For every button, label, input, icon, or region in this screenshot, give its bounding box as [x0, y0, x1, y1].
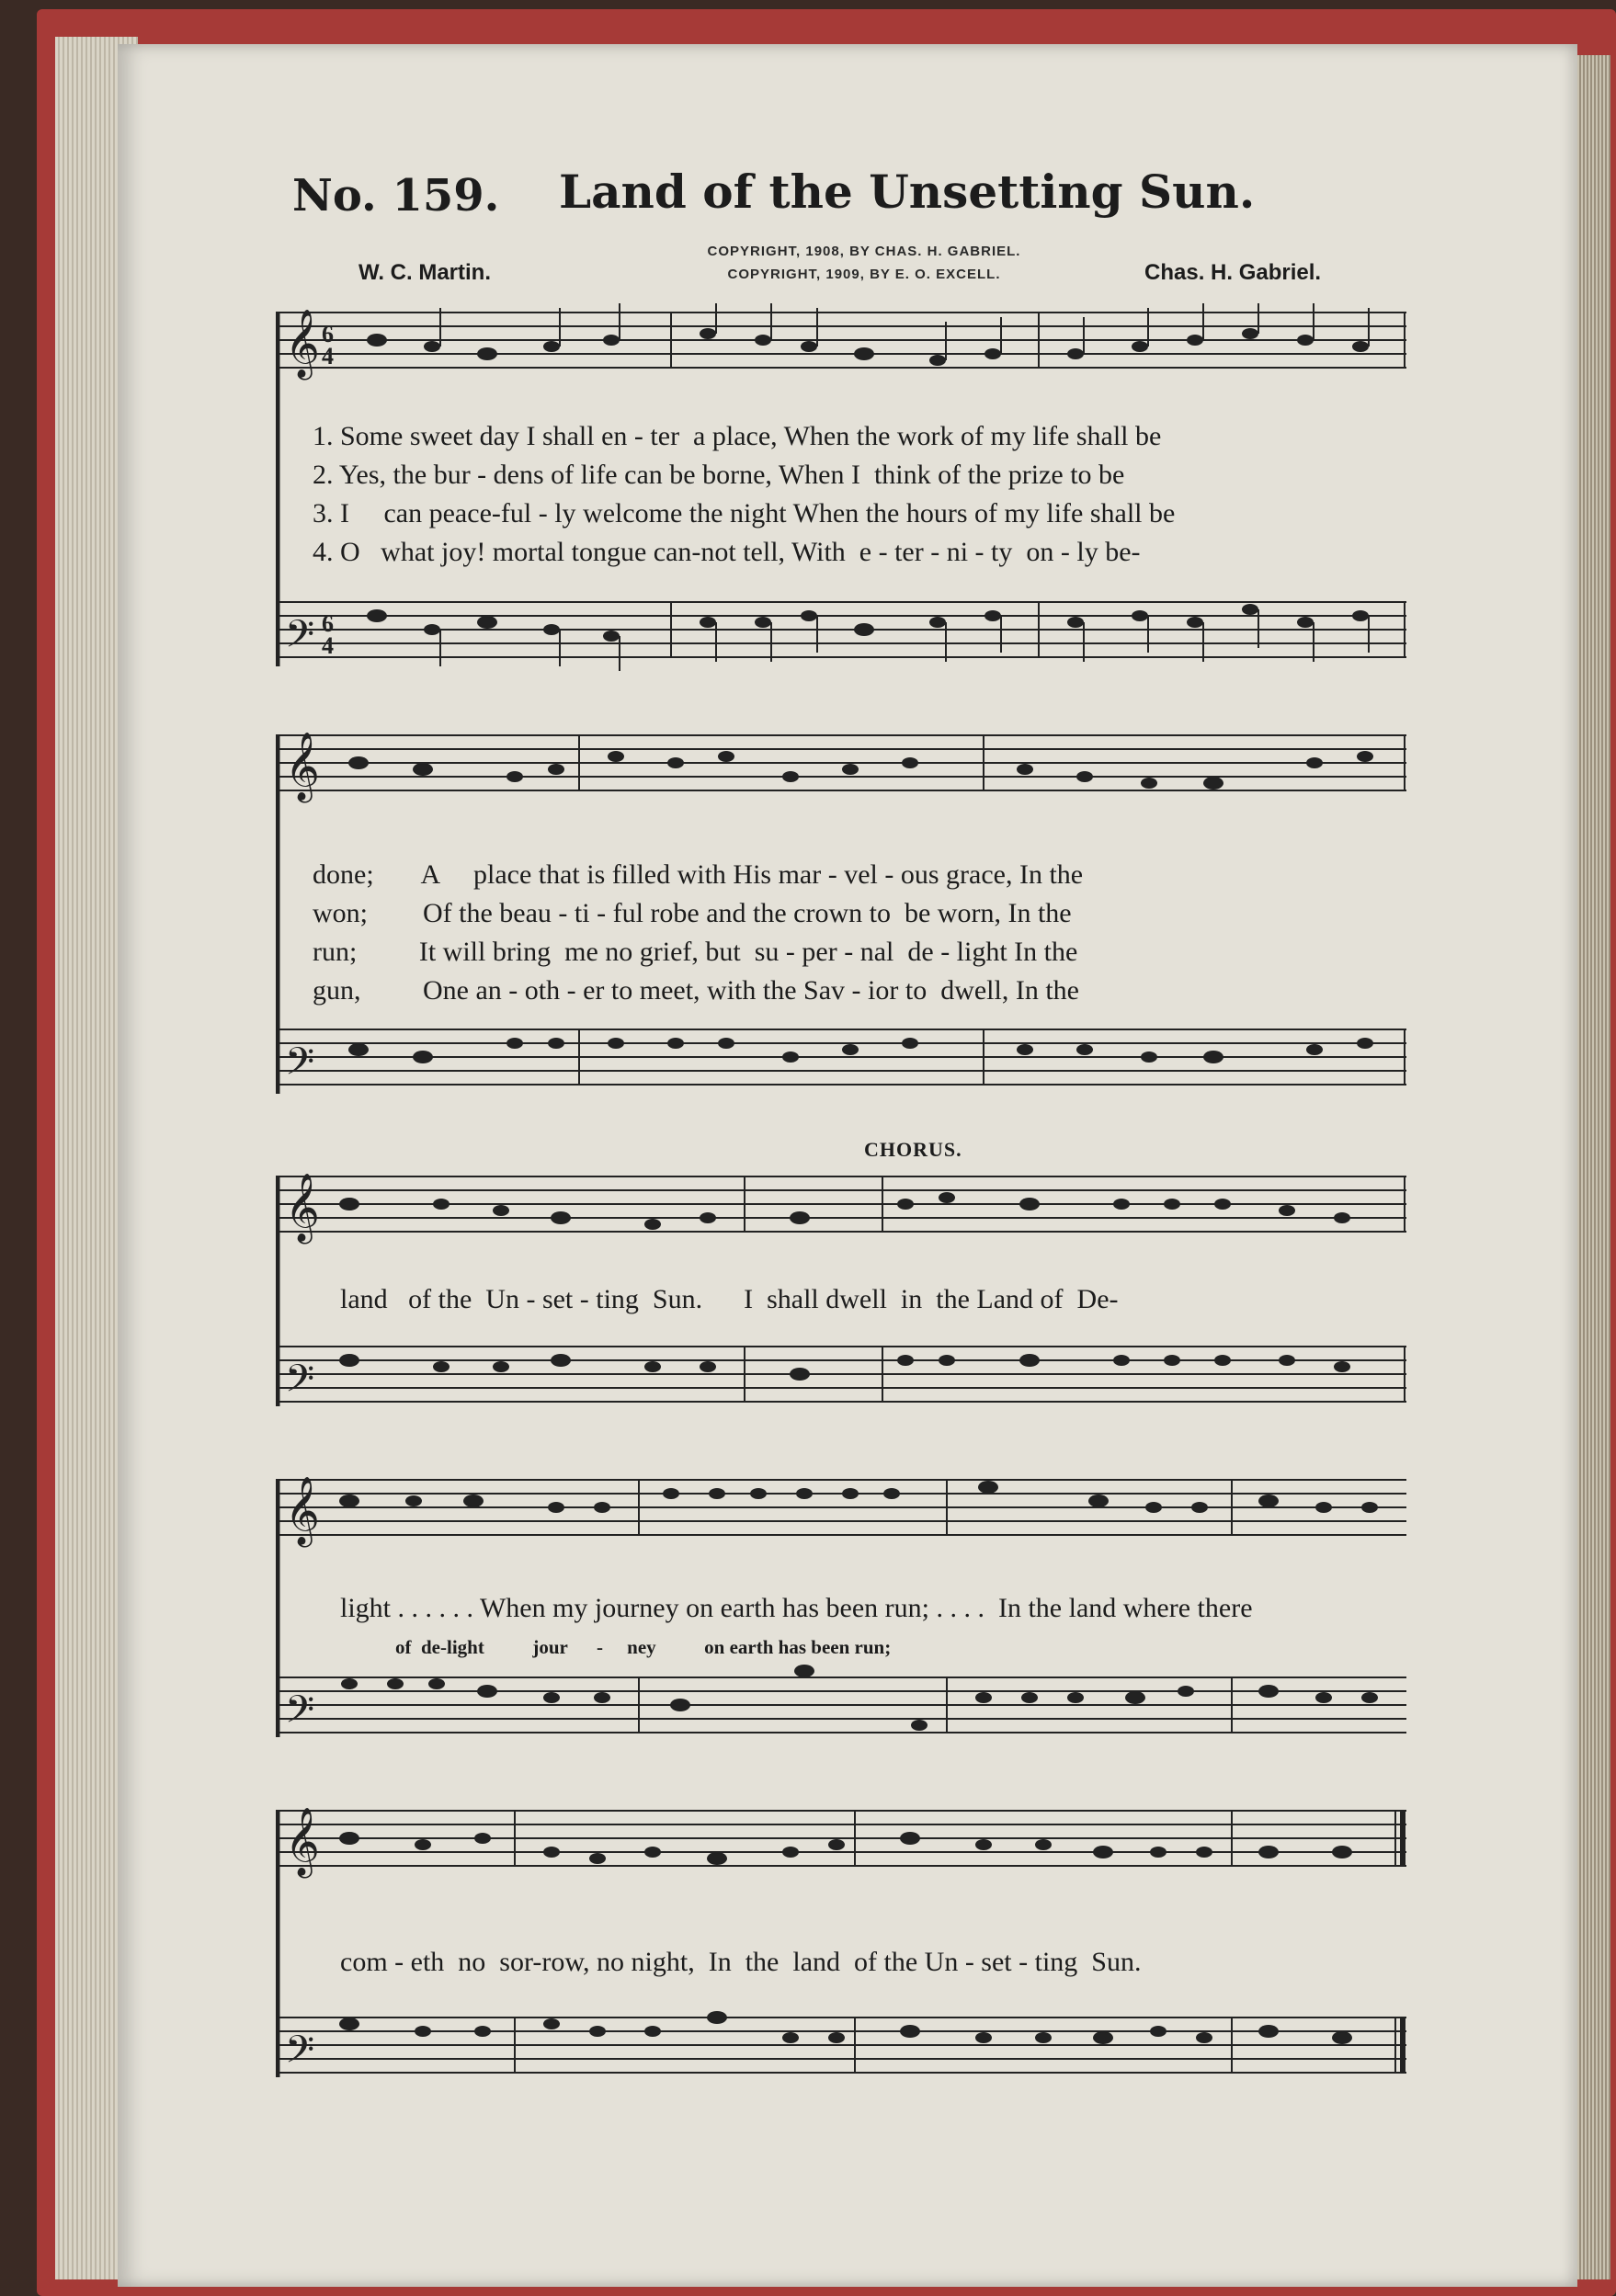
verse-4-line-2: gun, One an - oth - er to meet, with the Sav - ior to dwell, In the	[313, 975, 1079, 1006]
verse-3-line-2: run; It will bring me no grief, but su - per - nal de - light In the	[313, 937, 1078, 967]
composer: Chas. H. Gabriel.	[1144, 260, 1322, 285]
svg-text:𝄢: 𝄢	[285, 1040, 315, 1093]
music-system-3	[276, 1167, 1406, 1471]
copyright-line-1: COPYRIGHT, 1908, BY CHAS. H. GABRIEL.	[707, 244, 1021, 259]
verse-4-line-1: 4. O what joy! mortal tongue can-not tell, With e - ter - ni - ty on - ly be-	[313, 537, 1141, 567]
svg-text:𝄞: 𝄞	[285, 1808, 320, 1876]
chorus-line-1: land of the Un - set - ting Sun. I shall dwell in the Land of De-	[340, 1284, 1119, 1314]
verse-2-line-2: won; Of the beau - ti - ful robe and the crown to be worn, In the	[313, 898, 1072, 928]
svg-text:6: 6	[322, 321, 334, 347]
title-row	[292, 165, 1487, 225]
chorus-line-2-bass: of de-light jour - ney on earth has been run;	[395, 1636, 892, 1658]
svg-text:4: 4	[322, 632, 334, 659]
treble-staff-1	[276, 313, 1406, 368]
hymn-number: No. 159.	[292, 170, 500, 222]
svg-text:𝄞: 𝄞	[285, 1477, 320, 1545]
copyright-line-2: COPYRIGHT, 1909, BY E. O. EXCELL.	[727, 267, 1001, 282]
svg-text:𝄢: 𝄢	[285, 1357, 315, 1410]
svg-text:𝄞: 𝄞	[285, 733, 320, 801]
chorus-line-3: com - eth no sor-row, no night, In the land of the Un - set - ting Sun.	[340, 1947, 1142, 1977]
hymn-title: Land of the Unsetting Sun.	[559, 165, 1256, 219]
verse-3-line-1: 3. I can peace-ful - ly welcome the night When the hours of my life shall be	[313, 498, 1176, 529]
svg-text:𝄢: 𝄢	[285, 2028, 315, 2081]
chorus-label: CHORUS.	[864, 1138, 962, 1161]
svg-text:4: 4	[322, 343, 334, 369]
verse-1-line-1: 1. Some sweet day I shall en - ter a place, When the work of my life shall be	[313, 421, 1162, 451]
verse-1-line-2: done; A place that is filled with His mar - vel - ous grace, In the	[313, 859, 1084, 890]
svg-text:𝄞: 𝄞	[285, 310, 320, 378]
svg-text:6: 6	[322, 610, 334, 637]
bass-staff-1	[276, 602, 1406, 657]
lyricist: W. C. Martin.	[358, 260, 491, 285]
right-page-edges	[1577, 55, 1610, 2279]
svg-text:𝄞: 𝄞	[285, 1174, 320, 1242]
chorus-line-2: light . . . . . . When my journey on earth has been run; . . . . In the land where there	[340, 1593, 1253, 1623]
svg-text:𝄢: 𝄢	[285, 1688, 315, 1741]
verse-2-line-1: 2. Yes, the bur - dens of life can be borne, When I think of the prize to be	[313, 460, 1125, 490]
svg-text:𝄢: 𝄢	[285, 612, 315, 665]
